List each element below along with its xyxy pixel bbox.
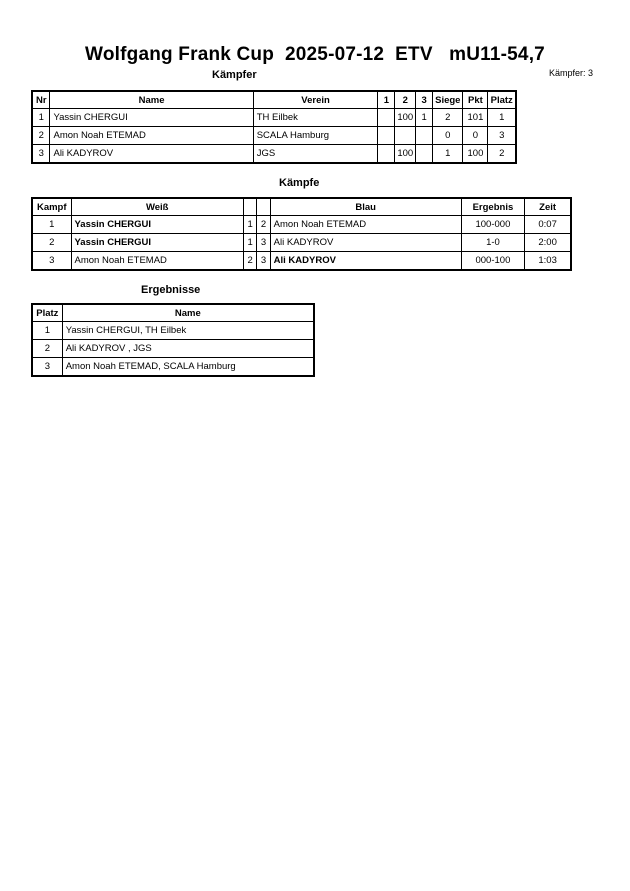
col-header-club: Verein: [253, 91, 378, 109]
col-header-round-2: 2: [395, 91, 416, 109]
fight-time: 2:00: [525, 234, 571, 252]
col-header-time: Zeit: [525, 198, 571, 216]
fight-blue-fighter: Amon Noah ETEMAD: [270, 216, 461, 234]
fight-white-fighter: Amon Noah ETEMAD: [71, 252, 243, 271]
result-name: Yassin CHERGUI, TH Eilbek: [62, 322, 314, 340]
fighter-round-1: [378, 109, 395, 127]
fight-result: 1-0: [461, 234, 525, 252]
fighter-points: 0: [463, 127, 488, 145]
fighter-place: 1: [488, 109, 516, 127]
fighter-name: Amon Noah ETEMAD: [50, 127, 253, 145]
fighter-points: 100: [463, 145, 488, 164]
table-row: [32, 234, 571, 252]
fighter-round-1: [378, 145, 395, 164]
fighter-nr: 1: [32, 109, 50, 127]
fighter-points: 101: [463, 109, 488, 127]
fighter-wins: 1: [433, 145, 463, 164]
fights-table: [31, 197, 572, 271]
fighter-round-2: 100: [395, 109, 416, 127]
results-heading: Ergebnisse: [141, 284, 201, 296]
col-header-place: Platz: [32, 304, 62, 322]
fighter-club: TH Eilbek: [253, 109, 378, 127]
fighters-table: [31, 90, 517, 164]
table-row: [32, 216, 571, 234]
col-header-name: Name: [50, 91, 253, 109]
table-row: [32, 145, 516, 164]
result-name: Amon Noah ETEMAD, SCALA Hamburg: [62, 358, 314, 377]
fight-blue-fighter: Ali KADYROV: [270, 234, 461, 252]
table-row: [32, 252, 571, 271]
fight-time: 0:07: [525, 216, 571, 234]
fighter-wins: 2: [433, 109, 463, 127]
col-header-result: Ergebnis: [461, 198, 525, 216]
fighters-heading: Kämpfer: [212, 69, 257, 81]
fighter-round-2: [395, 127, 416, 145]
fight-white-fighter: Yassin CHERGUI: [71, 216, 243, 234]
fighter-place: 3: [488, 127, 516, 145]
fight-blue-nr: 3: [257, 234, 270, 252]
fighter-round-2: 100: [395, 145, 416, 164]
fighter-name: Ali KADYROV: [50, 145, 253, 164]
table-row: [32, 358, 314, 377]
page-title: Wolfgang Frank Cup 2025-07-12 ETV mU11-54,7: [85, 44, 545, 65]
result-place: 2: [32, 340, 62, 358]
col-header-blue: Blau: [270, 198, 461, 216]
fighter-round-3: 1: [416, 109, 433, 127]
results-table: [31, 303, 315, 377]
fighter-name: Yassin CHERGUI: [50, 109, 253, 127]
fight-number: 2: [32, 234, 71, 252]
fights-heading: Kämpfe: [279, 177, 320, 189]
fighter-round-1: [378, 127, 395, 145]
table-row: [32, 340, 314, 358]
fighter-nr: 3: [32, 145, 50, 164]
fight-blue-fighter: Ali KADYROV: [270, 252, 461, 271]
fight-white-nr: 2: [243, 252, 256, 271]
col-header-white-nr: [243, 198, 256, 216]
fight-blue-nr: 3: [257, 252, 270, 271]
col-header-nr: Nr: [32, 91, 50, 109]
table-row: [32, 127, 516, 145]
fight-number: 1: [32, 216, 71, 234]
result-name: Ali KADYROV , JGS: [62, 340, 314, 358]
fight-blue-nr: 2: [257, 216, 270, 234]
col-header-white: Weiß: [71, 198, 243, 216]
fight-number: 3: [32, 252, 71, 271]
fight-white-fighter: Yassin CHERGUI: [71, 234, 243, 252]
result-place: 3: [32, 358, 62, 377]
fighter-place: 2: [488, 145, 516, 164]
col-header-points: Pkt: [463, 91, 488, 109]
fighter-nr: 2: [32, 127, 50, 145]
fighter-round-3: [416, 145, 433, 164]
col-header-round-1: 1: [378, 91, 395, 109]
col-header-fight: Kampf: [32, 198, 71, 216]
fights-header-row: [32, 198, 571, 216]
col-header-name: Name: [62, 304, 314, 322]
col-header-blue-nr: [257, 198, 270, 216]
fighter-count: Kämpfer: 3: [549, 68, 594, 78]
fighter-wins: 0: [433, 127, 463, 145]
fighter-club: SCALA Hamburg: [253, 127, 378, 145]
fight-white-nr: 1: [243, 216, 256, 234]
col-header-wins: Siege: [433, 91, 463, 109]
fight-white-nr: 1: [243, 234, 256, 252]
fight-result: 100-000: [461, 216, 525, 234]
results-header-row: [32, 304, 314, 322]
result-place: 1: [32, 322, 62, 340]
fighter-club: JGS: [253, 145, 378, 164]
fight-time: 1:03: [525, 252, 571, 271]
fighter-round-3: [416, 127, 433, 145]
fighters-header-row: [32, 91, 516, 109]
table-row: [32, 109, 516, 127]
col-header-round-3: 3: [416, 91, 433, 109]
table-row: [32, 322, 314, 340]
col-header-place: Platz: [488, 91, 516, 109]
fight-result: 000-100: [461, 252, 525, 271]
